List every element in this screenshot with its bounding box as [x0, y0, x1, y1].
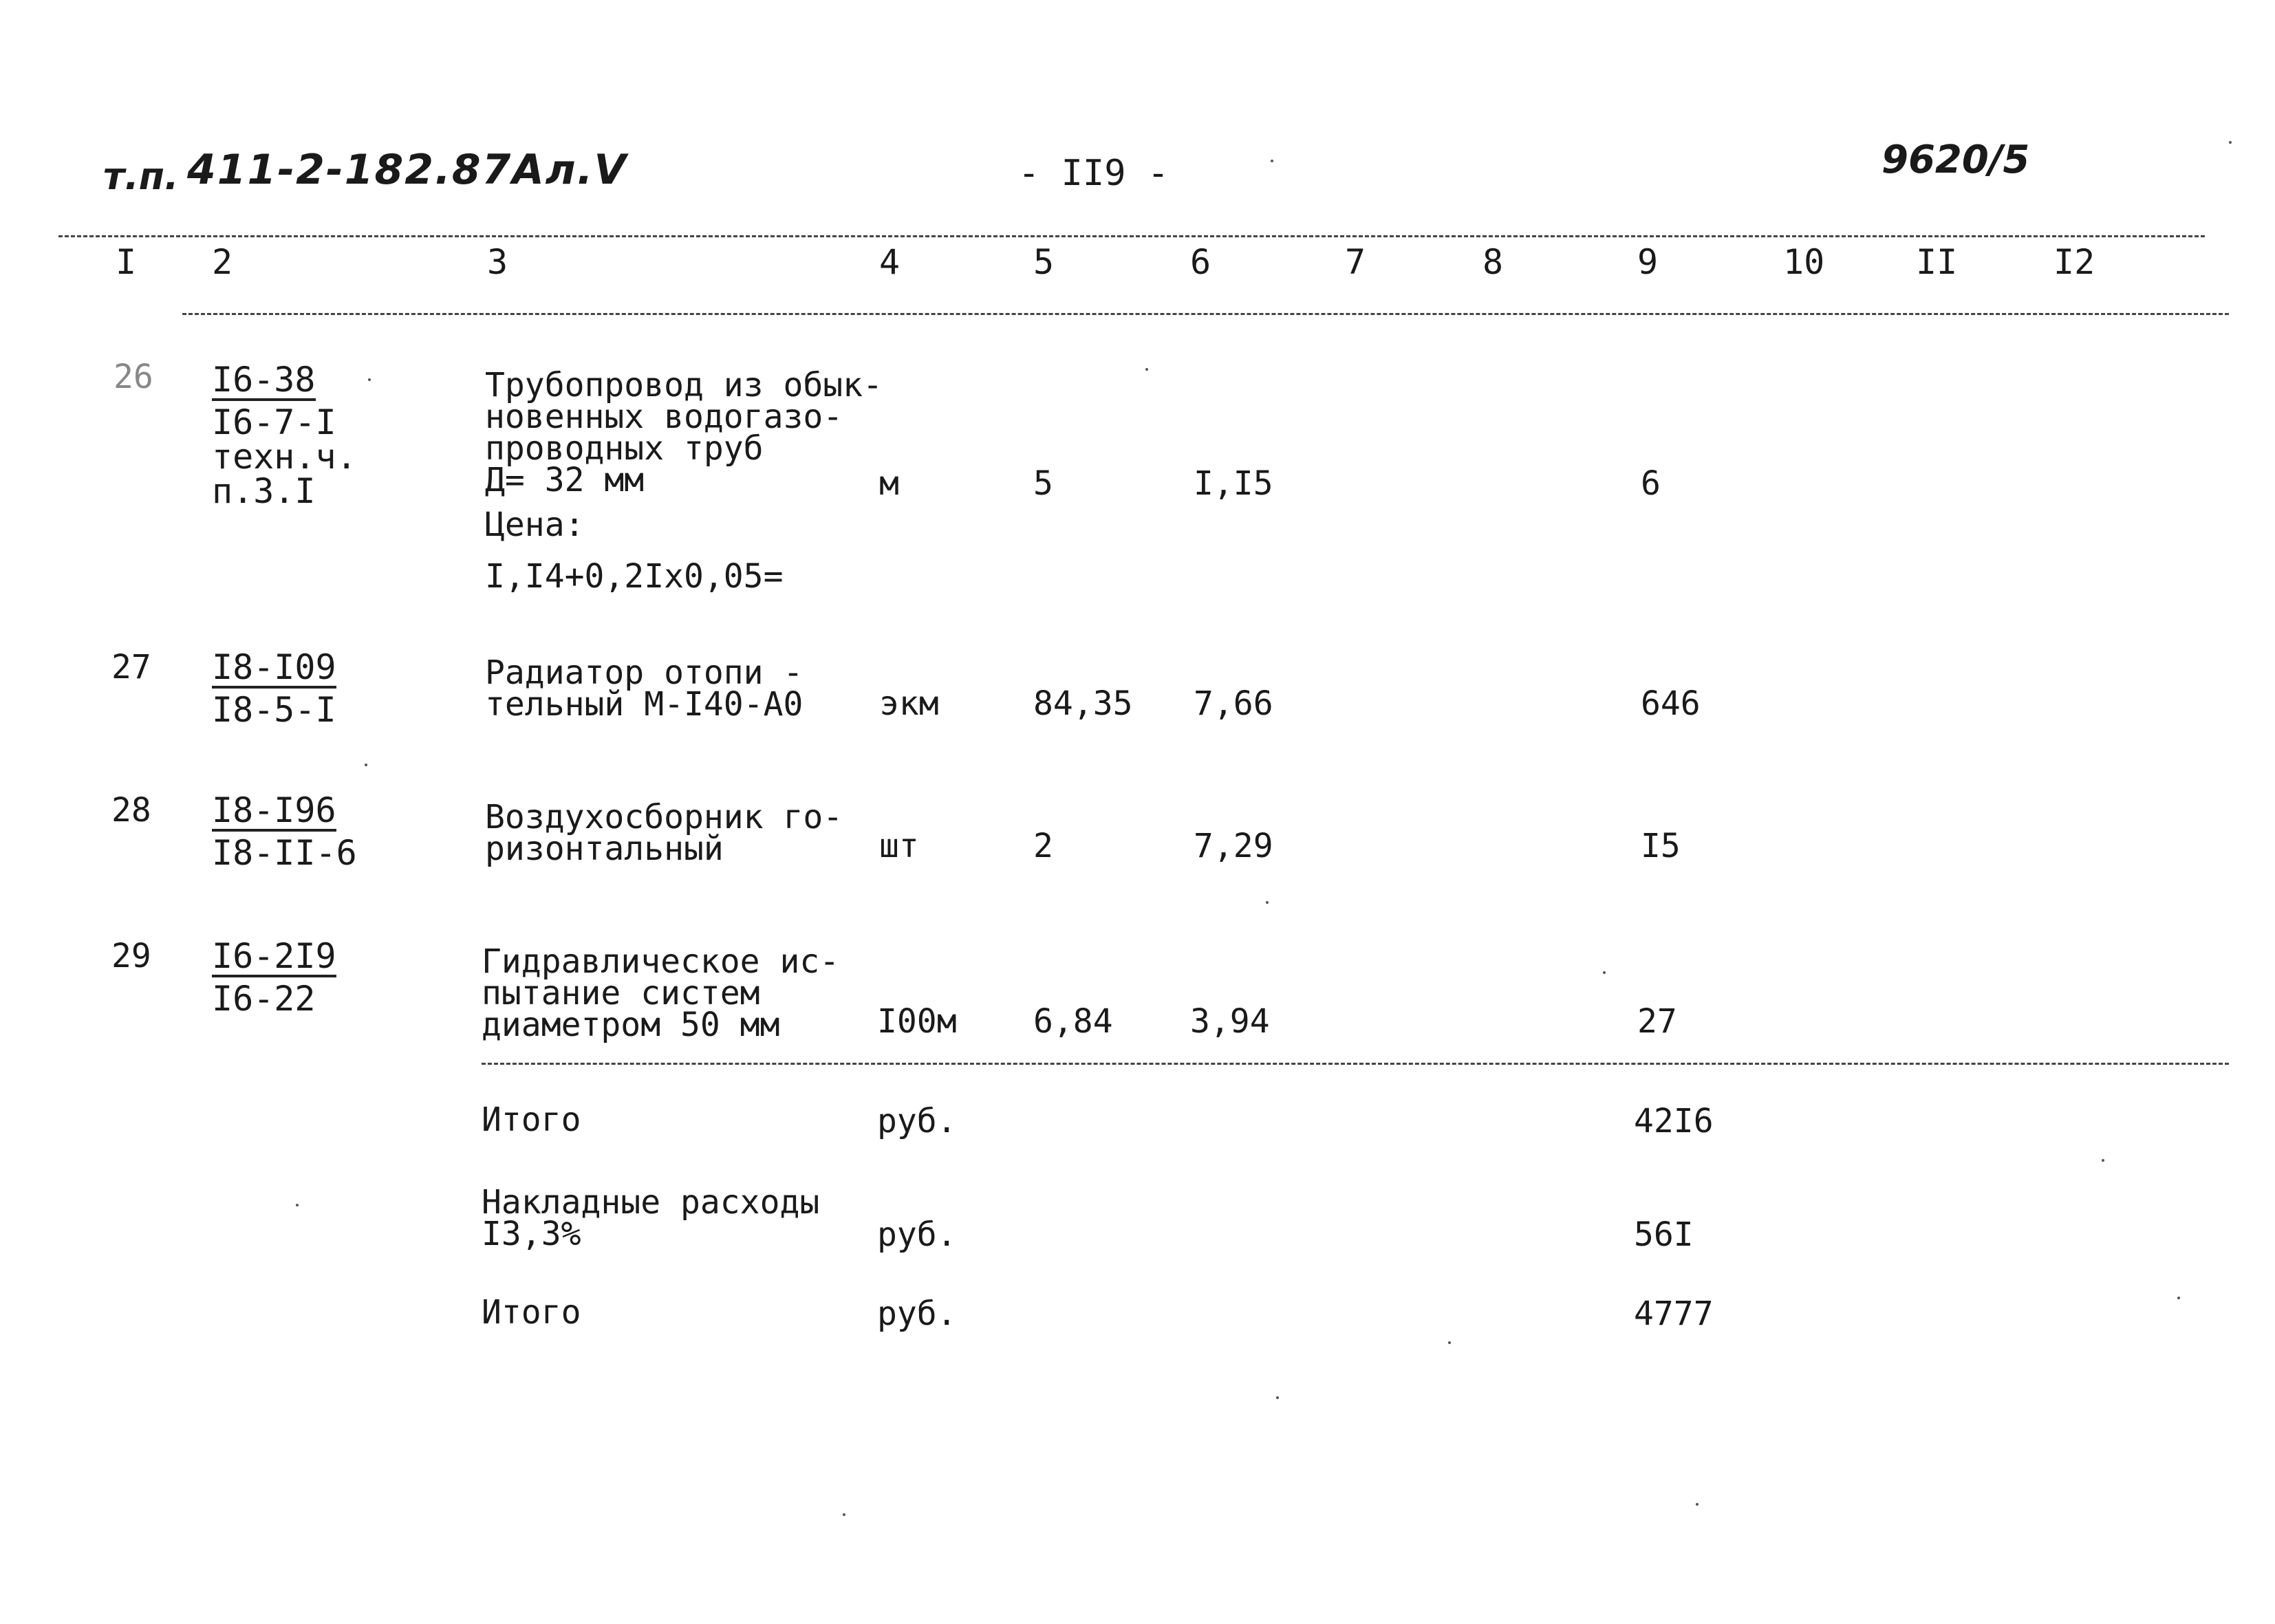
unit: экм: [879, 684, 939, 723]
scan-speck: [2177, 1297, 2180, 1299]
scan-speck: [1448, 1341, 1451, 1344]
summary-rule: [482, 1063, 2229, 1065]
unit: I00м: [877, 1002, 957, 1041]
summary-total: 42I6: [1634, 1102, 1714, 1140]
norm-code: [212, 647, 336, 730]
summary-label-line: I3,3%: [482, 1215, 581, 1253]
row-number: 29: [111, 937, 151, 975]
col-header-9: 9: [1637, 242, 1659, 282]
summary-unit: руб.: [877, 1102, 957, 1140]
row-number: 27: [111, 648, 151, 686]
item-description: [485, 653, 804, 724]
scan-speck: [1276, 1396, 1279, 1399]
ref-handwritten: 411-2-182.87Ал.V: [187, 146, 627, 194]
description-line: Воздухосборник го-: [485, 798, 843, 836]
item-description: [485, 798, 843, 868]
norm-code-top: I6-38: [212, 360, 316, 400]
header-top-rule: [58, 235, 2205, 237]
description-line: Радиатор отопи -: [485, 653, 804, 692]
scan-speck: [2229, 141, 2232, 144]
scan-speck: [1696, 1503, 1699, 1506]
summary-label: Итого: [482, 1293, 581, 1332]
norm-code-line: п.3.I: [212, 471, 316, 511]
scan-speck: [2102, 1159, 2104, 1162]
col-header-6: 6: [1190, 242, 1211, 282]
col-header-2: 2: [212, 242, 233, 282]
scan-speck: [843, 1513, 845, 1516]
description-line: проводных труб: [485, 429, 764, 468]
quantity: 5: [1033, 464, 1053, 503]
description-line: Гидравлическое ис-: [482, 942, 840, 981]
description-line: новенных водогазо-: [485, 398, 843, 436]
unit-price: I,I5: [1194, 464, 1273, 503]
norm-code-line: I8-II-6: [212, 833, 357, 873]
col-header-10: 10: [1783, 242, 1825, 282]
unit: м: [879, 464, 899, 503]
norm-code-line: I8-5-I: [212, 690, 336, 730]
ref-prefix: т.п.: [103, 155, 179, 198]
description-line: Трубопровод из обык-: [485, 366, 883, 404]
scan-speck: [1603, 971, 1606, 974]
total-cost: 27: [1637, 1002, 1677, 1041]
total-cost: I5: [1641, 827, 1681, 865]
summary-total: 56I: [1634, 1215, 1694, 1254]
col-header-11: II: [1916, 242, 1958, 282]
unit-price: 7,66: [1194, 684, 1273, 723]
norm-code-line: I6-7-I: [212, 402, 336, 442]
scan-speck: [1266, 901, 1269, 904]
quantity: 2: [1033, 827, 1053, 865]
norm-code-line: техн.ч.: [212, 437, 357, 477]
row-number: 26: [114, 358, 153, 396]
col-header-12: I2: [2053, 242, 2095, 282]
col-header-1: I: [116, 242, 137, 282]
description-line: Д= 32 мм: [485, 461, 645, 499]
price-formula: I,I4+0,2Iх0,05=: [485, 557, 784, 596]
norm-code-top: I8-I09: [212, 647, 336, 687]
norm-code: [212, 936, 336, 1019]
page-number: - II9 -: [1018, 153, 1169, 194]
row-number: 28: [111, 791, 151, 830]
total-cost: 6: [1641, 464, 1661, 503]
norm-code-top: I8-I96: [212, 790, 336, 830]
description-line: пытание систем: [482, 974, 760, 1013]
summary-unit: руб.: [877, 1215, 957, 1254]
item-description: [485, 366, 883, 499]
header-bottom-rule: [182, 313, 2229, 315]
scan-speck: [1271, 160, 1273, 162]
col-header-3: 3: [487, 242, 508, 282]
col-header-7: 7: [1345, 242, 1366, 282]
scan-speck: [296, 1204, 299, 1206]
description-line: диаметром 50 мм: [482, 1006, 780, 1044]
col-header-8: 8: [1482, 242, 1504, 282]
unit-price: 3,94: [1190, 1002, 1270, 1041]
unit-price: 7,29: [1194, 827, 1273, 865]
scan-speck: [368, 378, 371, 381]
unit: шт: [879, 827, 919, 865]
quantity: 84,35: [1033, 684, 1133, 723]
summary-total: 4777: [1634, 1295, 1714, 1333]
description-line: тельный М-I40-А0: [485, 685, 804, 724]
scan-speck: [1145, 368, 1148, 371]
total-cost: 646: [1641, 684, 1701, 723]
price-note: Цена:: [485, 506, 585, 544]
doc-number: 9620/5: [1882, 138, 2030, 182]
item-description: [482, 942, 840, 1044]
summary-label-line: Накладные расходы: [482, 1183, 820, 1222]
summary-label: [482, 1183, 820, 1253]
scan-speck: [365, 764, 367, 766]
summary-label: Итого: [482, 1101, 581, 1139]
norm-code: [212, 790, 357, 873]
summary-unit: руб.: [877, 1295, 957, 1333]
norm-code-top: I6-2I9: [212, 936, 336, 976]
quantity: 6,84: [1033, 1002, 1113, 1041]
norm-code-line: I6-22: [212, 979, 316, 1019]
col-header-4: 4: [879, 242, 901, 282]
norm-code: [212, 360, 357, 511]
col-header-5: 5: [1033, 242, 1055, 282]
description-line: ризонтальный: [485, 830, 724, 868]
